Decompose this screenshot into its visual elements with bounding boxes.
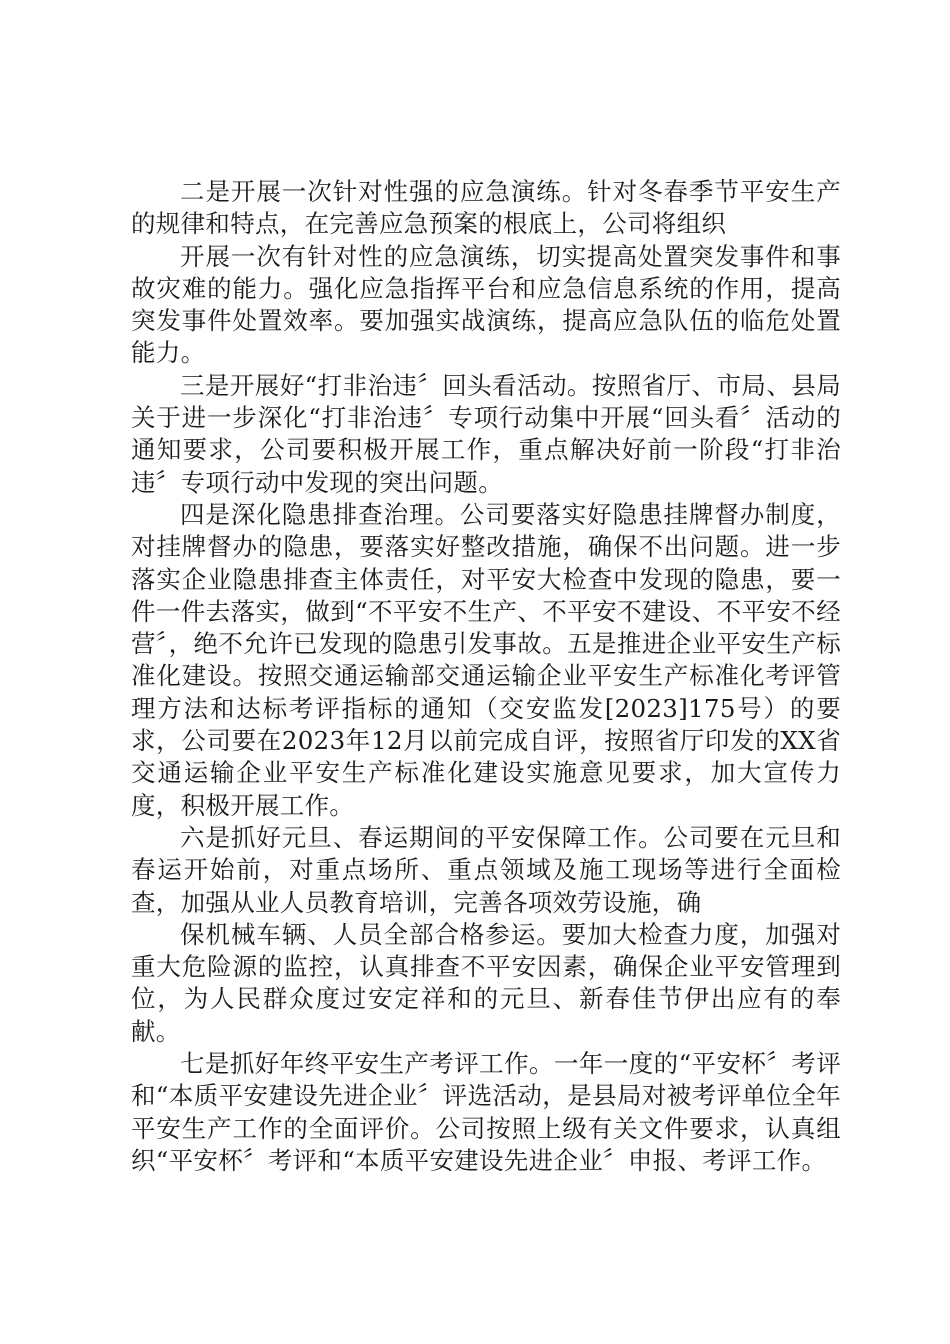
document-body bbox=[131, 176, 841, 1177]
paragraph-hazard-governance: 四是深化隐患排查治理。公司要落实好隐患挂牌督办制度，对挂牌督办的隐患，要落实好整改措施，确保不出问题。进一步落实企业隐患排查主体责任，对平安大检查中发现的隐患，要一件一件去落实，做到“不平安不生产、不平安不建设、不平安不经营〞，绝不允许已发现的隐患引发事故。五是推进企业平安生产标准化建设。按照交通运输部交通运输企业平安生产标准化考评管理方法和达标考评指标的通知（交安监发[2023]175号）的要求，公司要在2023年12月以前完成自评，按照省厅印发的XX省交通运输企业平安生产标准化建设实施意见要求，加大宣传力度，积极开展工作。 bbox=[131, 499, 841, 820]
paragraph-holiday-safety: 六是抓好元旦、春运期间的平安保障工作。公司要在元旦和春运开始前，对重点场所、重点领域及施工现场等进行全面检查，加强从业人员教育培训，完善各项效劳设施，确 bbox=[131, 822, 841, 917]
paragraph-holiday-safety-continued: 保机械车辆、人员全部合格参运。要加大检查力度，加强对重大危险源的监控，认真排查不平安因素，确保企业平安管理到位，为人民群众度过安定祥和的元旦、新春佳节伊出应有的奉献。 bbox=[131, 919, 841, 1046]
paragraph-crackdown-review: 三是开展好“打非治违〞回头看活动。按照省厅、市局、县局关于进一步深化“打非治违〞专项行动集中开展“回头看〞活动的通知要求，公司要积极开展工作，重点解决好前一阶段“打非治违〞专项行动中发现的突出问题。 bbox=[131, 370, 841, 497]
paragraph-emergency-drill: 二是开展一次针对性强的应急演练。针对冬春季节平安生产的规律和特点，在完善应急预案的根底上，公司将组织 bbox=[131, 177, 841, 239]
paragraph-year-end-evaluation: 七是抓好年终平安生产考评工作。一年一度的“平安杯〞考评和“本质平安建设先进企业〞评选活动，是县局对被考评单位全年平安生产工作的全面评价。公司按照上级有关文件要求，认真组织“平安杯〞考评和“本质平安建设先进企业〞申报、考评工作。 bbox=[131, 1049, 841, 1175]
paragraph-drill-continued: 开展一次有针对性的应急演练，切实提高处置突发事件和事故灾难的能力。强化应急指挥平台和应急信息系统的作用，提高突发事件处置效率。要加强实战演练，提高应急队伍的临危处置能力。 bbox=[131, 241, 841, 368]
